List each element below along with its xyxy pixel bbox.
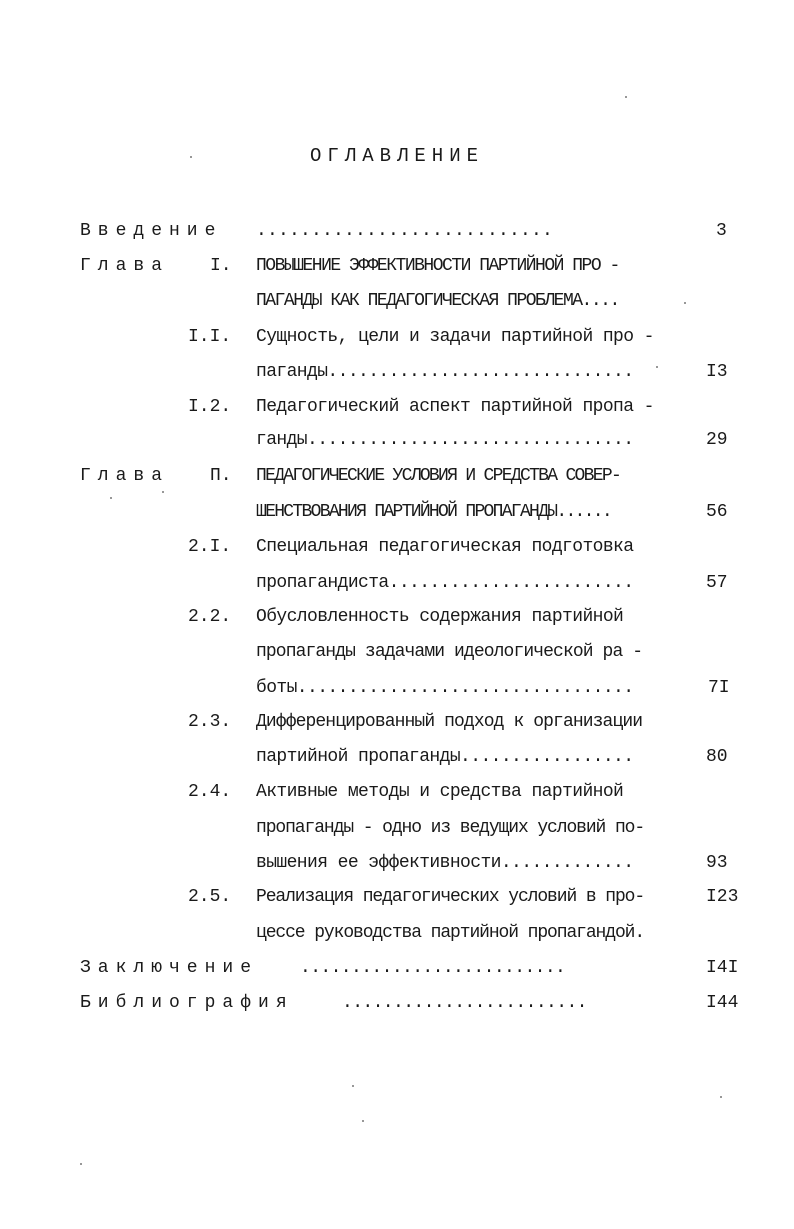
section-2-3-number: 2.3. <box>188 712 232 732</box>
chapter2-number: П. <box>210 466 232 486</box>
scan-speck <box>684 302 686 304</box>
chapter2-title-line2: ШЕНСТВОВАНИЯ ПАРТИЙНОЙ ПРОПАГАНДЫ...... <box>256 502 611 522</box>
intro-page: 3 <box>716 221 727 241</box>
section-2-2-page: 7I <box>708 678 730 698</box>
scan-speck <box>162 491 164 493</box>
conclusion-page: I4I <box>706 958 739 978</box>
section-2-4-title-line2: пропаганды - одно из ведущих условий по- <box>256 818 645 838</box>
section-2-1-title-line2: пропагандиста........................ <box>256 573 634 593</box>
section-2-3-page: 80 <box>706 747 728 767</box>
chapter1-title-line2: ПАГАНДЫ КАК ПЕДАГОГИЧЕСКАЯ ПРОБЛЕМА.... <box>256 291 619 311</box>
section-1-1-number: I.I. <box>188 327 232 347</box>
section-2-2-title-line1: Обусловленность содержания партийной <box>256 607 624 627</box>
chapter1-title-line1: ПОВЫШЕНИЕ ЭФФЕКТИВНОСТИ ПАРТИЙНОЙ ПРО - <box>256 256 619 276</box>
scan-speck <box>190 156 192 158</box>
section-2-1-number: 2.I. <box>188 537 232 557</box>
section-1-2-title-line1: Педагогический аспект партийной пропа - <box>256 397 654 417</box>
chapter2-page: 56 <box>706 502 728 522</box>
scan-speck <box>110 497 112 499</box>
section-2-2-title-line2: пропаганды задачами идеологической ра - <box>256 642 643 662</box>
bibliography-page: I44 <box>706 993 739 1013</box>
section-2-4-number: 2.4. <box>188 782 232 802</box>
section-2-3-title-line1: Дифференцированный подход к организации <box>256 712 643 732</box>
section-2-3-title-line2: партийной пропаганды................. <box>256 747 634 767</box>
scan-speck <box>656 366 658 368</box>
section-1-2-title-line2: ганды................................ <box>256 430 634 450</box>
scan-speck <box>80 1163 82 1165</box>
conclusion-label: Заключение <box>80 958 259 978</box>
section-2-5-title-line1: Реализация педагогических условий в про- <box>256 887 645 907</box>
section-2-5-page: I23 <box>706 887 739 907</box>
section-2-2-number: 2.2. <box>188 607 232 627</box>
section-2-4-title-line1: Активные методы и средства партийной <box>256 782 624 802</box>
section-1-1-title-line2: паганды.............................. <box>256 362 634 382</box>
intro-dots: ........................... <box>256 221 554 241</box>
section-2-5-number: 2.5. <box>188 887 232 907</box>
scan-speck <box>362 1120 364 1122</box>
scan-speck <box>352 1085 354 1087</box>
section-1-1-page: I3 <box>706 362 728 382</box>
section-2-1-page: 57 <box>706 573 728 593</box>
section-2-5-title-line2: цессе руководства партийной пропагандой. <box>256 923 645 943</box>
section-2-1-title-line1: Специальная педагогическая подготовка <box>256 537 634 557</box>
chapter2-label: Глава <box>80 466 170 486</box>
scan-speck <box>625 96 627 98</box>
chapter2-title-line1: ПЕДАГОГИЧЕСКИЕ УСЛОВИЯ И СРЕДСТВА СОВЕР- <box>256 466 621 486</box>
section-2-4-title-line3: вышения ее эффективности............. <box>256 853 634 873</box>
scan-speck <box>720 1096 722 1098</box>
chapter1-label: Глава <box>80 256 170 276</box>
section-1-1-title-line1: Сущность, цели и задачи партийной про - <box>256 327 654 347</box>
bibliography-dots: ........................ <box>342 993 587 1013</box>
chapter1-number: I. <box>210 256 232 276</box>
bibliography-label: Библиография <box>80 993 294 1013</box>
section-1-2-number: I.2. <box>188 397 232 417</box>
intro-label: Введение <box>80 221 223 241</box>
toc-title: ОГЛАВЛЕНИЕ <box>309 145 485 167</box>
section-2-4-page: 93 <box>706 853 728 873</box>
conclusion-dots: .......................... <box>300 958 566 978</box>
section-2-2-title-line3: боты................................. <box>256 678 634 698</box>
section-1-2-page: 29 <box>706 430 728 450</box>
